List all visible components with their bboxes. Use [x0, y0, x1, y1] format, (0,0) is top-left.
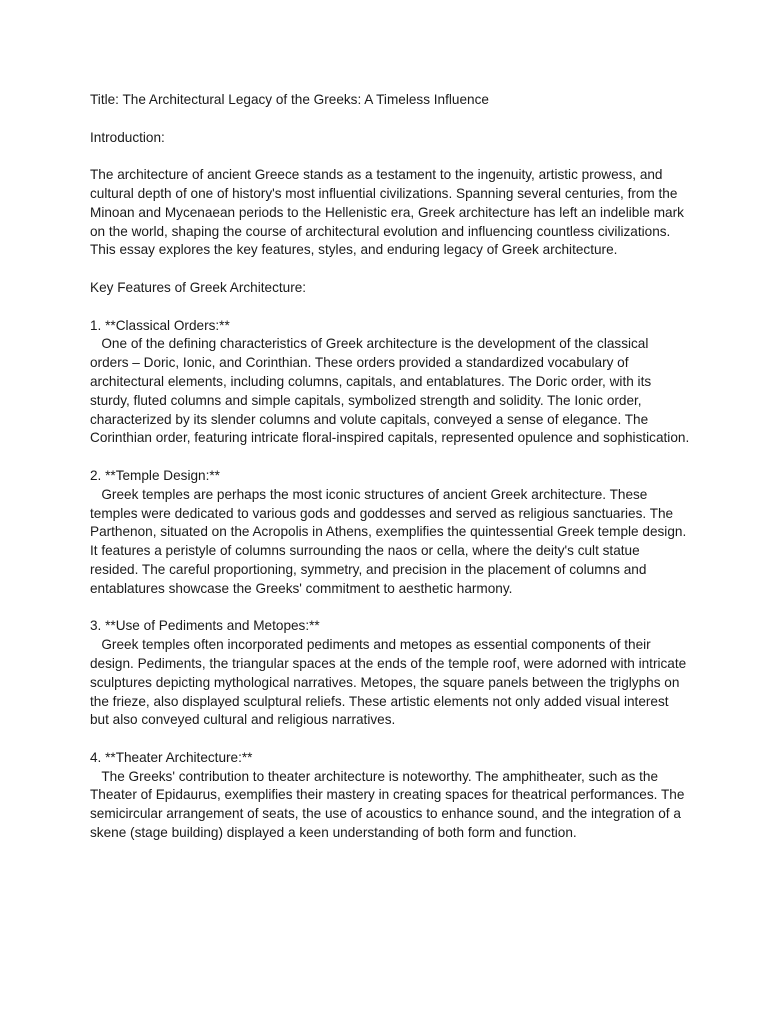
- section-body: Greek temples often incorporated pediments and metopes as essential components of their design. Pediments, the triangular spaces at the ends of the temple roof, were adorned with intricate sculptures depicting mythological narratives. Metopes, the square panels between the triglyphs on the frieze, also displayed sculptural reliefs. These artistic elements not only added visual interest but also conveyed cultural and religious narratives.: [90, 637, 690, 728]
- section-pediments-metopes: [90, 617, 690, 730]
- intro-heading: Introduction:: [90, 129, 165, 145]
- section-classical-orders: [90, 317, 690, 449]
- document-page: [90, 91, 690, 862]
- section-heading: 1. **Classical Orders:**: [90, 317, 230, 333]
- section-heading: 2. **Temple Design:**: [90, 467, 220, 483]
- section-heading: 4. **Theater Architecture:**: [90, 749, 253, 765]
- intro-paragraph: The architecture of ancient Greece stands as a testament to the ingenuity, artistic prowess, and cultural depth of one of history's most influential civilizations. Spanning several centuries, from the Minoan and Mycenaean periods to the Hellenistic era, Greek architecture has left an indelible mark on the world, shaping the course of architectural evolution and influencing countless civilizations. This essay explores the key features, styles, and enduring legacy of Greek architecture.: [90, 167, 688, 258]
- section-body: One of the defining characteristics of Greek architecture is the development of the classical orders – Doric, Ionic, and Corinthian. These orders provided a standardized vocabulary of architectural elements, including columns, capitals, and entablatures. The Doric order, with its sturdy, fluted columns and simple capitals, symbolized strength and solidity. The Ionic order, characterized by its slender columns and volute capitals, conveyed a sense of elegance. The Corinthian order, featuring intricate floral-inspired capitals, represented opulence and sophistication.: [90, 336, 690, 446]
- section-temple-design: [90, 467, 690, 599]
- features-heading: Key Features of Greek Architecture:: [90, 279, 307, 295]
- section-theater-architecture: [90, 749, 690, 843]
- document-title: Title: The Architectural Legacy of the Greeks: A Timeless Influence: [90, 92, 489, 107]
- section-heading: 3. **Use of Pediments and Metopes:**: [90, 618, 320, 634]
- section-body: Greek temples are perhaps the most iconic structures of ancient Greek architecture. These temples were dedicated to various gods and goddesses and served as religious sanctuaries. The Parthenon, situated on the Acropolis in Athens, exemplifies the quintessential Greek temple design. It features a peristyle of columns surrounding the naos or cella, where the deity's cult statue resided. The careful proportioning, symmetry, and precision in the placement of columns and entablatures showcase the Greeks' commitment to aesthetic harmony.: [90, 486, 691, 596]
- section-body: The Greeks' contribution to theater architecture is noteworthy. The amphitheater, such as the Theater of Epidaurus, exemplifies their mastery in creating spaces for theatrical performances. The semicircular arrangement of seats, the use of acoustics to enhance sound, and the integration of a skene (stage building) displayed a keen understanding of both form and function.: [90, 768, 689, 841]
